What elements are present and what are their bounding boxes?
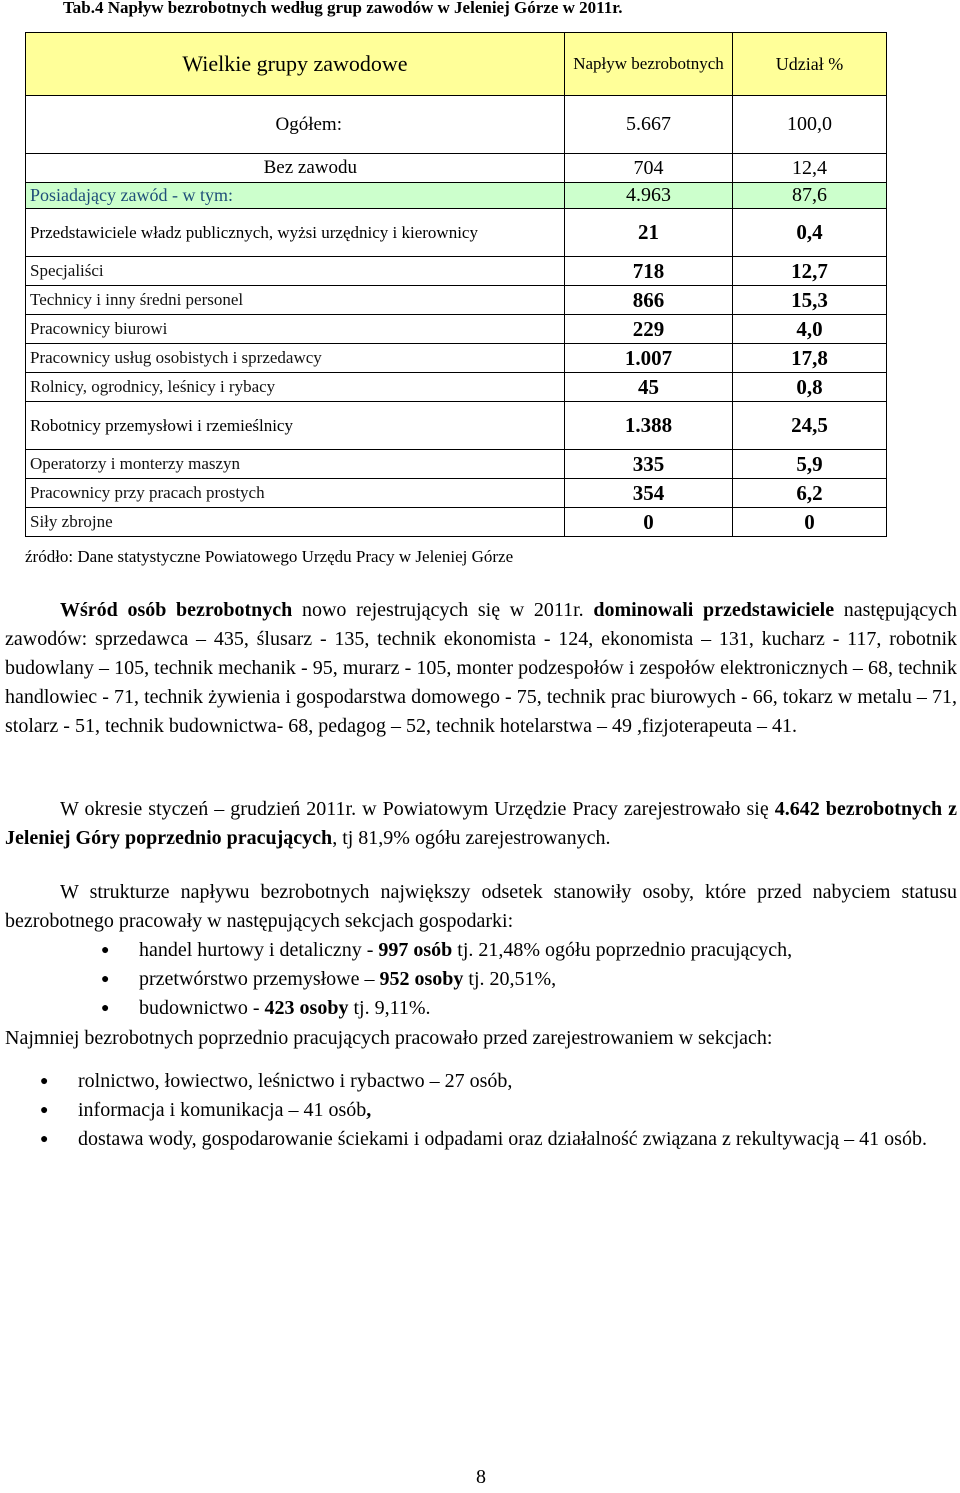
row-value: 45 [565,373,733,402]
paragraph-new-registrations [5,596,957,741]
list-item [101,965,957,994]
row-label: Ogółem: [26,96,565,154]
table-source: źródło: Dane statystyczne Powiatowego Urzędu Pracy w Jeleniej Górze [25,547,514,566]
para1-bold-1: Wśród osób bezrobotnych [60,599,293,621]
table-row [26,373,887,402]
table-row [26,344,887,373]
row-share: 17,8 [733,344,887,373]
row-value: 4.963 [565,183,733,209]
row-label: Pracownicy biurowi [26,315,565,344]
row-share: 12,7 [733,257,887,286]
table-row [26,479,887,508]
bullet-list-largest-sections [101,936,957,1023]
item-bold: , [366,1099,372,1121]
row-share: 0 [733,508,887,537]
item-text-end: tj. 9,11%. [348,997,431,1019]
item-text: handel hurtowy i detaliczny - [139,939,379,961]
list-item [40,1125,957,1154]
row-value: 704 [565,154,733,183]
header-share: Udział % [733,33,887,96]
occupation-table [25,32,887,537]
header-inflow: Napływ bezrobotnych [565,33,733,96]
row-share: 12,4 [733,154,887,183]
row-share: 24,5 [733,402,887,450]
table-row-no-profession [26,154,887,183]
list-item [101,994,957,1023]
para1-text-1: nowo rejestrujących się w 2011r. [292,599,594,621]
row-label: Pracownicy usług osobistych i sprzedawcy [26,344,565,373]
table-caption: Tab.4 Napływ bezrobotnych według grup zawodów w Jeleniej Górze w 2011r. [63,0,623,17]
list-item [40,1067,957,1096]
table-row [26,209,887,257]
list-item [40,1096,957,1125]
para2-text-2: , tj 81,9% ogółu zarejestrowanych. [332,827,611,849]
item-text: budownictwo - [139,997,265,1019]
row-value: 21 [565,209,733,257]
page-number: 8 [476,1466,486,1488]
row-share: 6,2 [733,479,887,508]
item-bold: 423 osoby [264,997,349,1019]
bullet-list-smallest-sections [40,1067,957,1154]
row-value: 0 [565,508,733,537]
row-label: Specjaliści [26,257,565,286]
item-text: informacja i komunikacja – 41 osób [78,1099,367,1121]
header-groups: Wielkie grupy zawodowe [26,33,565,96]
row-value: 1.007 [565,344,733,373]
row-label: Robotnicy przemysłowi i rzemieślnicy [26,402,565,450]
row-share: 100,0 [733,96,887,154]
row-label: Przedstawiciele władz publicznych, wyżsi urzędnicy i kierownicy [26,209,565,257]
para2-text-1: W okresie styczeń – grudzień 2011r. w Powiatowym Urzędzie Pracy zarejestrowało się [60,798,775,820]
item-text: przetwórstwo przemysłowe – [139,968,380,990]
row-label: Operatorzy i monterzy maszyn [26,450,565,479]
paragraph-least-sections: Najmniej bezrobotnych poprzednio pracujących pracowało przed zarejestrowaniem w sekcjach: [5,1027,773,1049]
row-share: 0,8 [733,373,887,402]
row-share: 0,4 [733,209,887,257]
row-share: 87,6 [733,183,887,209]
row-share: 5,9 [733,450,887,479]
item-text-end: tj. 21,48% ogółu poprzednio pracujących, [452,939,793,961]
table-row-total [26,96,887,154]
row-value: 1.388 [565,402,733,450]
item-text: dostawa wody, gospodarowanie ściekami i odpadami oraz działalność związana z rekultywacją – 41 osób. [78,1128,927,1150]
table-row [26,450,887,479]
row-share: 4,0 [733,315,887,344]
table-row [26,286,887,315]
table-header-row [26,33,887,96]
row-value: 335 [565,450,733,479]
item-text-end: tj. 20,51%, [463,968,557,990]
row-value: 866 [565,286,733,315]
row-label: Posiadający zawód - w tym: [26,183,565,209]
row-value: 354 [565,479,733,508]
table-row [26,315,887,344]
table-row-with-profession [26,183,887,209]
para1-bold-2: dominowali przedstawiciele [593,599,835,621]
item-text: rolnictwo, łowiectwo, leśnictwo i rybactwo – 27 osób, [78,1070,513,1092]
table-row [26,508,887,537]
item-bold: 952 osoby [379,968,464,990]
row-share: 15,3 [733,286,887,315]
row-label: Siły zbrojne [26,508,565,537]
table-row [26,402,887,450]
row-label: Rolnicy, ogrodnicy, leśnicy i rybacy [26,373,565,402]
list-item [101,936,957,965]
row-label: Bez zawodu [26,154,565,183]
para1-text-2: następujących zawodów: sprzedawca – 435, ślusarz - 135, technik ekonomista - 124, ekonomista – 131, kucharz - 117, robotnik budowlany – 105, technik mechanik - 95, murarz - 105, monter podzespołów i zespołów elektronicznych – 68, technik handlowiec - 71, technik żywienia i gospodarstwa domowego - 75, technik prac biurowych - 66, tokarz w metalu – 71, stolarz - 51, technik budownictwa- 68, pedagog – 52, technik hotelarstwa – 49 ,fizjoterapeuta – 41. [5,599,958,737]
row-label: Pracownicy przy pracach prostych [26,479,565,508]
row-label: Technicy i inny średni personel [26,286,565,315]
row-value: 229 [565,315,733,344]
para2-bold-1: 4.642 bezrobotnych z Jeleniej Góry poprzednio pracujących [5,798,957,849]
item-bold: 997 osób [378,939,453,961]
row-value: 5.667 [565,96,733,154]
paragraph-structure: W strukturze napływu bezrobotnych największy odsetek stanowiły osoby, które przed nabyciem statusu bezrobotnego pracowały w następujących sekcjach gospodarki: [5,881,957,932]
table-row [26,257,887,286]
paragraph-registered-total [5,795,957,853]
row-value: 718 [565,257,733,286]
